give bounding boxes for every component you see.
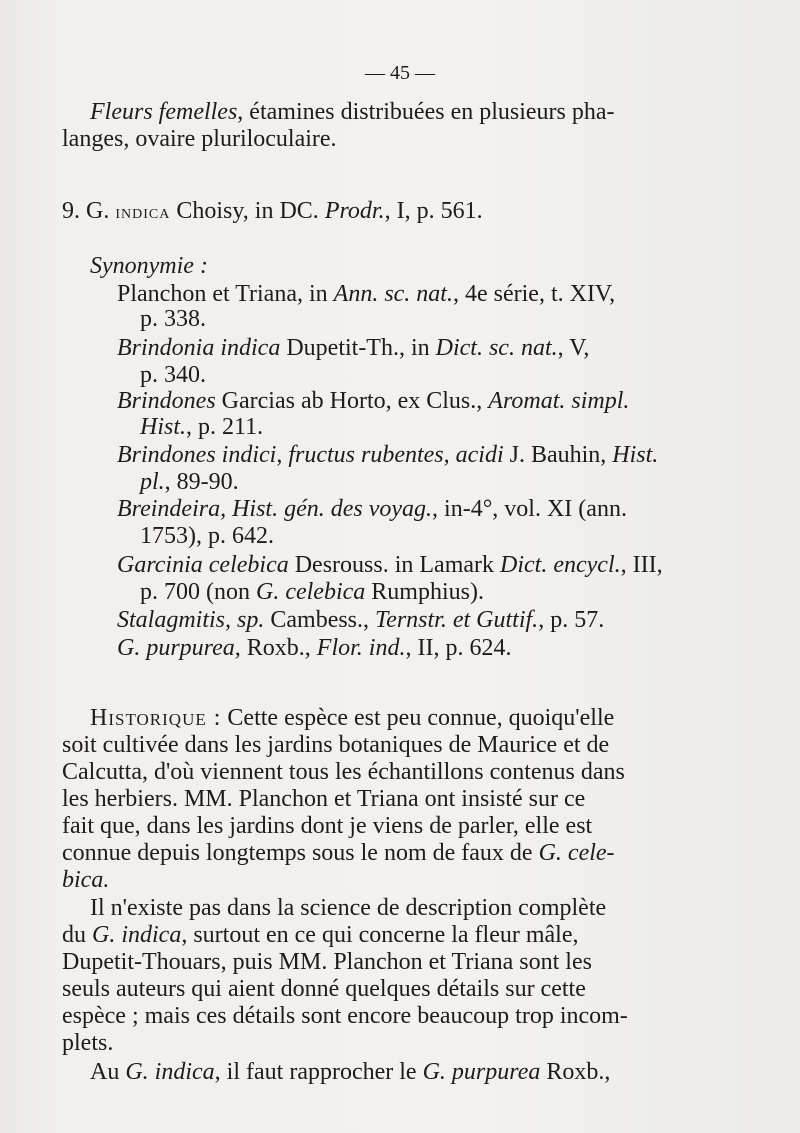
synonym-6: Garcinia celebica Desrouss. in Lamark Dict. encycl., III, xyxy=(117,552,663,578)
synonym-3: Brindones Garcias ab Horto, ex Clus., Aromat. simpl. xyxy=(117,388,630,414)
historique-line-4: les herbiers. MM. Planchon et Triana ont insisté sur ce xyxy=(62,786,586,812)
synonym-5-cont: 1753), p. 642. xyxy=(140,523,274,549)
historique-line-7: bica. xyxy=(62,867,110,893)
synonym-5: Breindeira, Hist. gén. des voyag., in-4°, vol. XI (ann. xyxy=(117,496,627,522)
para2-line-6: plets. xyxy=(62,1030,114,1056)
para2-line-3: Dupetit-Thouars, puis MM. Planchon et Triana sont les xyxy=(62,949,592,975)
historique-line-2: soit cultivée dans les jardins botaniques de Maurice et de xyxy=(62,732,610,758)
historique-line-3: Calcutta, d'où viennent tous les échantillons contenus dans xyxy=(62,759,625,785)
intro-line-2: langes, ovaire pluriloculaire. xyxy=(62,126,337,152)
synonym-7: Stalagmitis, sp. Cambess., Ternstr. et Guttif., p. 57. xyxy=(117,607,605,633)
historique-line-6: connue depuis longtemps sous le nom de faux de G. cele- xyxy=(62,840,615,866)
species-heading: 9. G. indica Choisy, in DC. Prodr., I, p. 561. xyxy=(62,198,483,224)
synonym-1-cont: p. 338. xyxy=(140,306,206,332)
para2-line-4: seuls auteurs qui aient donné quelques détails sur cette xyxy=(62,976,586,1002)
synonym-2: Brindonia indica Dupetit-Th., in Dict. sc. nat., V, xyxy=(117,335,590,361)
para2-line-5: espèce ; mais ces détails sont encore beaucoup trop incom- xyxy=(62,1003,628,1029)
synonymy-label: Synonymie : xyxy=(90,253,208,279)
synonym-1: Planchon et Triana, in Ann. sc. nat., 4e série, t. XIV, xyxy=(117,281,616,307)
para3-line-1: Au G. indica, il faut rapprocher le G. purpurea Roxb., xyxy=(90,1059,611,1085)
synonym-3-cont: Hist., p. 211. xyxy=(140,414,264,440)
synonym-6-cont: p. 700 (non G. celebica Rumphius). xyxy=(140,579,484,605)
para2-line-1: Il n'existe pas dans la science de description complète xyxy=(90,895,607,921)
synonym-2-cont: p. 340. xyxy=(140,362,206,388)
historique-line-1: Historique : Cette espèce est peu connue, quoiqu'elle xyxy=(90,705,615,731)
para2-line-2: du G. indica, surtout en ce qui concerne la fleur mâle, xyxy=(62,922,579,948)
synonym-4-cont: pl., 89-90. xyxy=(140,469,239,495)
intro-line-1: Fleurs femelles, étamines distribuées en plusieurs pha- xyxy=(90,99,615,125)
synonym-8: G. purpurea, Roxb., Flor. ind., II, p. 624. xyxy=(117,635,512,661)
page-number: — 45 — xyxy=(365,62,435,84)
historique-line-5: fait que, dans les jardins dont je viens de parler, elle est xyxy=(62,813,593,839)
synonym-4: Brindones indici, fructus rubentes, acidi J. Bauhin, Hist. xyxy=(117,442,659,468)
